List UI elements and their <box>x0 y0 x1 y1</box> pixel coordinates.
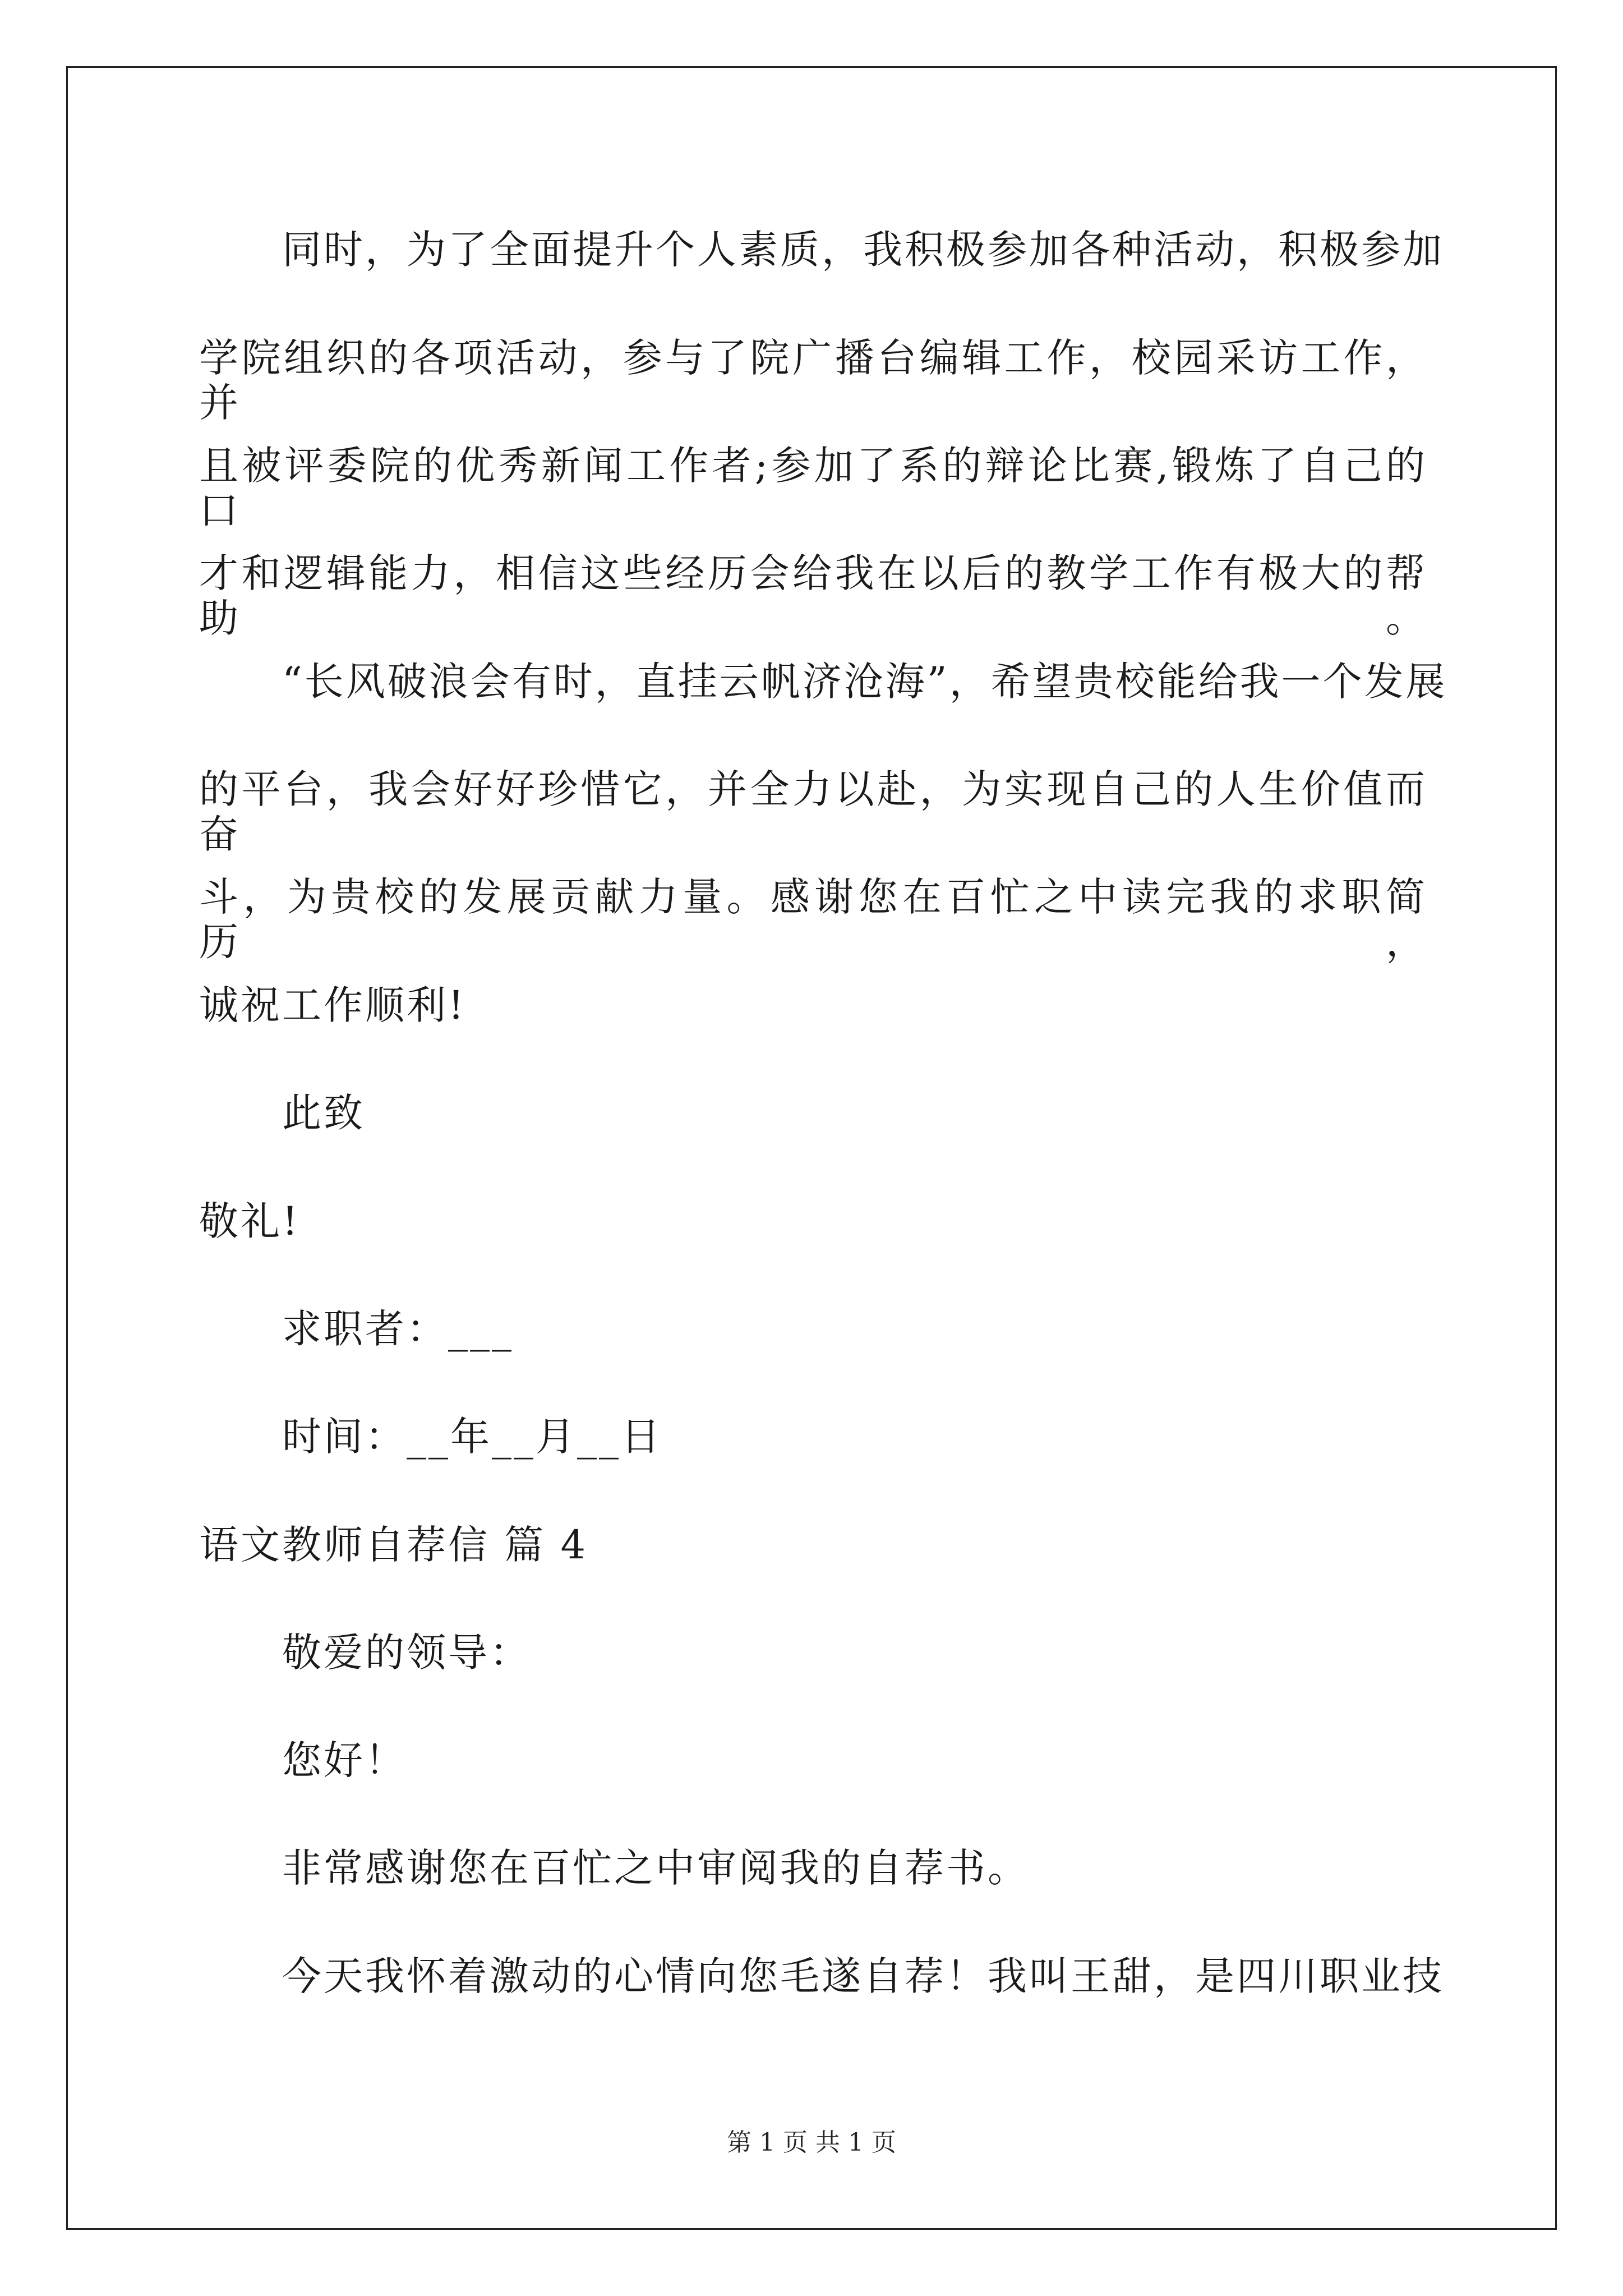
section-heading: 语文教师自荐信 篇 4 <box>199 1522 588 1568</box>
paragraph-line: 今天我怀着激动的心情向您毛遂自荐！我叫王甜，是四川职业技 <box>282 1953 1444 1999</box>
paragraph-line: 才和逻辑能力，相信这些经历会给我在以后的教学工作有极大的帮助。 <box>199 550 1427 641</box>
paragraph-line: 同时，为了全面提升个人素质，我积极参加各种活动，积极参加 <box>282 227 1444 273</box>
paragraph-line: “长风破浪会有时，直挂云帆济沧海”，希望贵校能给我一个发展 <box>282 659 1447 705</box>
paragraph-line: 非常感谢您在百忙之中审阅我的自荐书。 <box>282 1845 1029 1891</box>
greeting-line: 您好！ <box>282 1737 407 1783</box>
salutation-line: 敬礼! <box>199 1198 301 1244</box>
paragraph-line: 学院组织的各项活动，参与了院广播台编辑工作，校园采访工作，并 <box>199 335 1427 426</box>
salutation-line: 此致 <box>282 1090 365 1136</box>
paragraph-line: 斗，为贵校的发展贡献力量。感谢您在百忙之中读完我的求职简历， <box>199 874 1427 965</box>
signature-line: 求职者：___ <box>282 1306 514 1352</box>
date-line: 时间：__年__月__日 <box>282 1414 662 1460</box>
paragraph-line: 诚祝工作顺利! <box>199 982 467 1028</box>
paragraph-line: 且被评委院的优秀新闻工作者;参加了系的辩论比赛,锻炼了自己的口 <box>199 443 1427 533</box>
page-footer: 第 1 页 共 1 页 <box>727 2128 896 2157</box>
paragraph-line: 的平台，我会好好珍惜它，并全力以赴，为实现自己的人生价值而奋 <box>199 766 1427 857</box>
greeting-line: 敬爱的领导： <box>282 1630 531 1676</box>
